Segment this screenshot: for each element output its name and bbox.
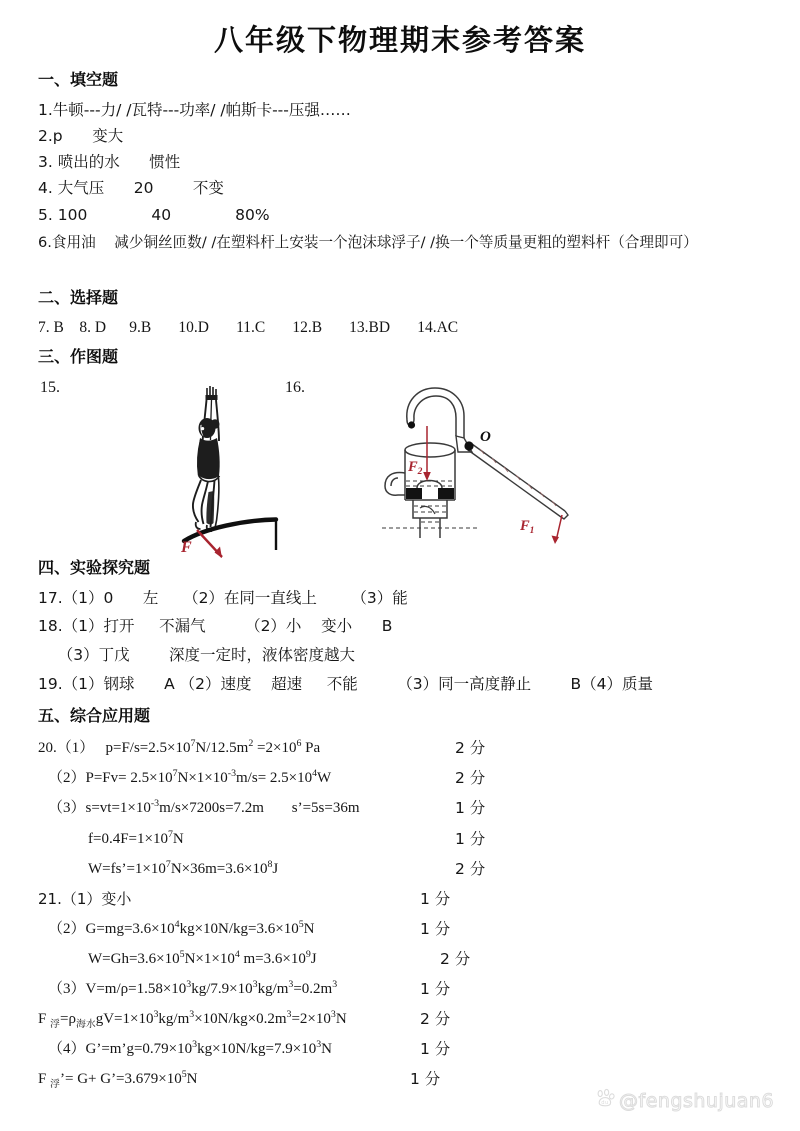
- points-21-2: 1 分: [420, 920, 451, 938]
- spout-hinge-icon: [408, 421, 415, 428]
- solution-row-20-2: $(2)P=Fv= 2.5\times 10^7N\times 1\times 10^{-3}m/s= 2.5\times 10^4W$: [48, 768, 332, 786]
- svg-text:du: du: [601, 1100, 609, 1107]
- figure-16-water-pump-lever: [380, 378, 595, 548]
- solution-row-buoyancy: F $_浮=\rho_{海水}gV=1\times 10^3kg/m^3\times 10N/kg\times 0.2m^3=2\times 10^3N$: [38, 1009, 347, 1030]
- solution-row-20-1: 20.（1） $p=F/s=2.5\times 10^7N/12.5m^2 =2\times 10^6$ Pa: [38, 738, 321, 756]
- figure-16-number: 16.: [285, 379, 305, 396]
- points-21-3: 1 分: [420, 980, 451, 998]
- solution-row-friction: $f=0.4F=1\times 10^7N$: [88, 829, 184, 847]
- force-label-f15: F: [181, 539, 192, 556]
- solution-row-21-1: 21.（1）变小: [38, 890, 132, 908]
- points-buoyancy-prime: 1 分: [410, 1070, 441, 1088]
- force-arrow-f2: [423, 426, 431, 481]
- section-heading-experiment: 四、实验探究题: [38, 558, 151, 577]
- points-buoyancy: 2 分: [420, 1010, 451, 1028]
- answer-item-6: 6.食用油 减少铜丝匝数/ /在塑料杆上安装一个泡沫球浮子/ /换一个等质量更粗的塑料杆（合理即可）: [38, 234, 698, 251]
- solution-row-work-fs: $W=fs’=1\times 10^7N\times 36m=3.6\times 10^8J$: [88, 859, 279, 877]
- section-heading-drawing: 三、作图题: [38, 347, 119, 366]
- points-work-fs: 2 分: [455, 860, 486, 878]
- multiple-choice-answers: 7. B 8. D 9.B 10.D 11.C 12.B 13.BD 14.AC: [38, 319, 459, 336]
- points-friction: 1 分: [455, 830, 486, 848]
- answer-item-3: 3. 喷出的水 惯性: [38, 153, 181, 171]
- diver-figure-icon: [193, 386, 220, 531]
- experiment-item-19: 19.（1）钢球 A （2）速度 超速 不能 （3）同一高度静止 B（4）质量: [38, 675, 653, 693]
- points-20-2: 2 分: [455, 769, 486, 787]
- watermark-text: @fengshujuan6: [619, 1089, 775, 1112]
- page-title: 八年级下物理期末参考答案: [213, 23, 586, 57]
- answer-item-4: 4. 大气压 20 不变: [38, 179, 224, 197]
- experiment-item-17: 17.（1）0 左 （2）在同一直线上 （3）能: [38, 589, 408, 607]
- pivot-label-o: O: [480, 429, 491, 445]
- answer-item-1: 1.牛顿---力/ /瓦特---功率/ /帕斯卡---压强……: [38, 101, 351, 119]
- watermark: [596, 1089, 774, 1112]
- force-label-f1: $F_1$: [520, 518, 535, 536]
- solution-row-20-3: $(3)s=vt=1\times 10^{-3}m/s\times 7200s=7.2m$ s’=5s=36m: [48, 798, 360, 816]
- springboard-icon: [184, 520, 276, 551]
- points-21-1: 1 分: [420, 890, 451, 908]
- pump-body-icon: [382, 388, 478, 538]
- section-heading-comprehensive: 五、综合应用题: [38, 706, 151, 725]
- solution-row-21-3: $(3)V=m/\rho=1.58\times 10^3kg/7.9\times 10^3kg/m^3=0.2m^3$: [48, 979, 338, 997]
- points-work-gh: 2 分: [440, 950, 471, 968]
- experiment-item-18-3: （3）丁戊 深度一定时，液体密度越大: [38, 646, 355, 664]
- solution-row-work-gh: $W=Gh=3.6\times 10^5N\times 1\times 10^4$ $m=3.6\times 10^9J$: [88, 949, 317, 967]
- section-heading-multiple-choice: 二、选择题: [38, 288, 119, 307]
- points-20-3: 1 分: [455, 799, 486, 817]
- points-21-4: 1 分: [420, 1040, 451, 1058]
- baidu-paw-icon: [596, 1089, 616, 1112]
- pivot-point-icon: [464, 441, 473, 450]
- solution-row-buoyancy-prime: F $_浮$’= $G+ G’=3.679\times 10^5N$: [38, 1069, 198, 1090]
- force-arrow-f: [197, 530, 222, 558]
- force-arrow-f1: [552, 515, 563, 544]
- answer-item-5: 5. 100 40 80%: [38, 206, 270, 224]
- lever-arm-icon: [468, 444, 568, 519]
- solution-row-21-4: $(4)G’=m’g=0.79\times 10^3kg\times 10N/kg=7.9\times 10^3N$: [48, 1039, 332, 1057]
- experiment-item-18: 18.（1）打开 不漏气 （2）小 变小 B: [38, 617, 393, 635]
- solution-row-21-2: $(2)G=mg=3.6\times 10^4kg\times 10N/kg=3.6\times 10^5N$: [48, 919, 315, 937]
- points-20-1: 2 分: [455, 739, 486, 757]
- figure-15-number: 15.: [40, 379, 60, 396]
- answer-item-2: 2.p 变大: [38, 127, 124, 145]
- section-heading-fill-in-blank: 一、填空题: [38, 70, 119, 89]
- figure-15-diver-springboard: [150, 380, 310, 556]
- force-label-f2: $F_2$: [408, 459, 423, 477]
